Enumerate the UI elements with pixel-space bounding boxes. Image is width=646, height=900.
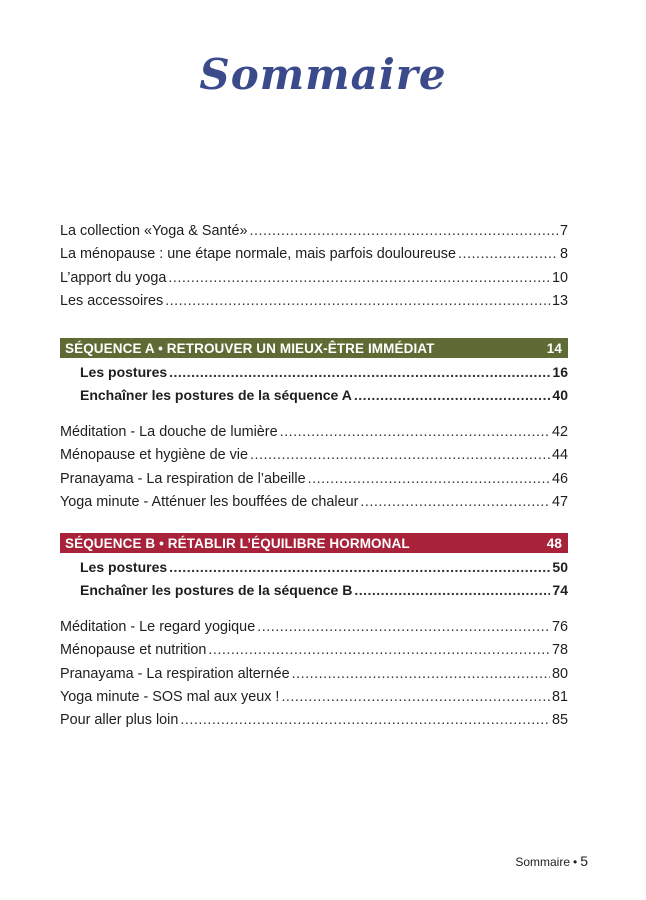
toc-entry-page: 47 [551,493,568,510]
toc-entry-label: Les postures [80,559,168,575]
toc-sub-entry[interactable] [60,364,568,387]
toc-entry-page: 80 [551,665,568,682]
toc-entry[interactable] [60,270,568,293]
toc-entry[interactable] [60,494,568,517]
toc-entry-label: Les postures [80,364,168,380]
toc-entry[interactable] [60,666,568,689]
sequence-a-entries [60,424,568,517]
toc-entry-page: 81 [551,688,568,705]
toc-entry-page: 76 [551,619,568,635]
toc-entry[interactable] [60,642,568,665]
page-number: 5 [580,853,588,869]
leader-dots [354,387,551,403]
toc-sub-entry[interactable] [60,582,568,605]
sequence-a-sub [60,364,568,411]
leader-dots [360,494,550,510]
sequence-a-heading-band[interactable] [60,338,568,358]
leader-dots [180,712,550,728]
toc-entry-label: Méditation - La douche de lumière [60,424,278,440]
toc-entry-page: 40 [552,387,568,404]
leader-dots [168,270,550,286]
sequence-b-sub [60,559,568,606]
toc-entry-label: Pranayama - La respiration alternée [60,665,290,682]
toc-entry-page: 10 [551,269,568,286]
toc-entry[interactable] [60,293,568,316]
leader-dots [165,293,550,309]
sequence-b-heading: SÉQUENCE B • RÉTABLIR L’ÉQUILIBRE HORMONAL [65,535,410,551]
toc-entry[interactable] [60,424,568,447]
toc-entry-label: La ménopause : une étape normale, mais parfois douloureuse [60,246,456,263]
toc-entry-label: Enchaîner les postures de la séquence B [80,582,353,599]
leader-dots [354,582,550,598]
sequence-b-heading-band[interactable] [60,533,568,553]
toc-entry-page: 44 [551,447,568,464]
leader-dots [169,364,550,380]
footer-label: Sommaire [515,855,570,869]
toc-entry-page: 50 [552,559,568,575]
toc-entry-label: La collection «Yoga & Santé» [60,223,248,239]
toc-entry-label: Méditation - Le regard yogique [60,619,256,635]
toc-entry[interactable] [60,471,568,494]
sequence-a-page: 14 [546,340,562,356]
toc-entry[interactable] [60,712,568,735]
leader-dots [458,246,558,262]
leader-dots [169,559,550,575]
toc-entry-page: 7 [559,223,568,239]
leader-dots [250,447,550,463]
toc-entry-page: 78 [551,642,568,659]
leader-dots [280,424,550,440]
page-title: Sommaire [199,50,447,99]
toc-entry-label: Ménopause et nutrition [60,642,207,659]
toc-intro [60,223,568,316]
toc-entry-label: Pour aller plus loin [60,712,179,729]
toc-entry-page: 16 [552,364,568,380]
footer-separator: • [573,855,578,869]
toc-entry-page: 46 [551,470,568,487]
sequence-a-heading: SÉQUENCE A • RETROUVER UN MIEUX-ÊTRE IMMÉDIAT [65,340,435,356]
sequence-b-page: 48 [546,535,562,551]
leader-dots [250,223,558,239]
toc-entry-label: Les accessoires [60,292,164,309]
leader-dots [208,642,550,658]
toc-sub-entry[interactable] [60,559,568,582]
toc-entry-page: 8 [559,246,568,263]
toc-entry-page: 74 [552,582,568,599]
sequence-b-section [60,533,568,553]
toc-entry[interactable] [60,447,568,470]
leader-dots [308,471,550,487]
sequence-a-section [60,338,568,358]
toc-entry[interactable] [60,223,568,246]
toc-entry[interactable] [60,689,568,712]
toc-entry-page: 13 [551,292,568,309]
toc-entry-label: Yoga minute - Atténuer les bouffées de chaleur [60,493,359,510]
toc-entry-page: 42 [551,424,568,440]
toc-entry-label: Pranayama - La respiration de l’abeille [60,470,306,487]
toc-entry[interactable] [60,619,568,642]
leader-dots [257,619,550,635]
leader-dots [281,689,550,705]
toc-entry-label: Enchaîner les postures de la séquence A [80,387,352,404]
toc-entry[interactable] [60,246,568,269]
leader-dots [292,666,550,682]
toc-entry-label: L’apport du yoga [60,269,167,286]
toc-sub-entry[interactable] [60,387,568,410]
toc-entry-page: 85 [551,712,568,729]
page-footer [515,853,588,869]
toc-entry-label: Ménopause et hygiène de vie [60,447,249,464]
sequence-b-entries [60,619,568,735]
toc-entry-label: Yoga minute - SOS mal aux yeux ! [60,688,280,705]
